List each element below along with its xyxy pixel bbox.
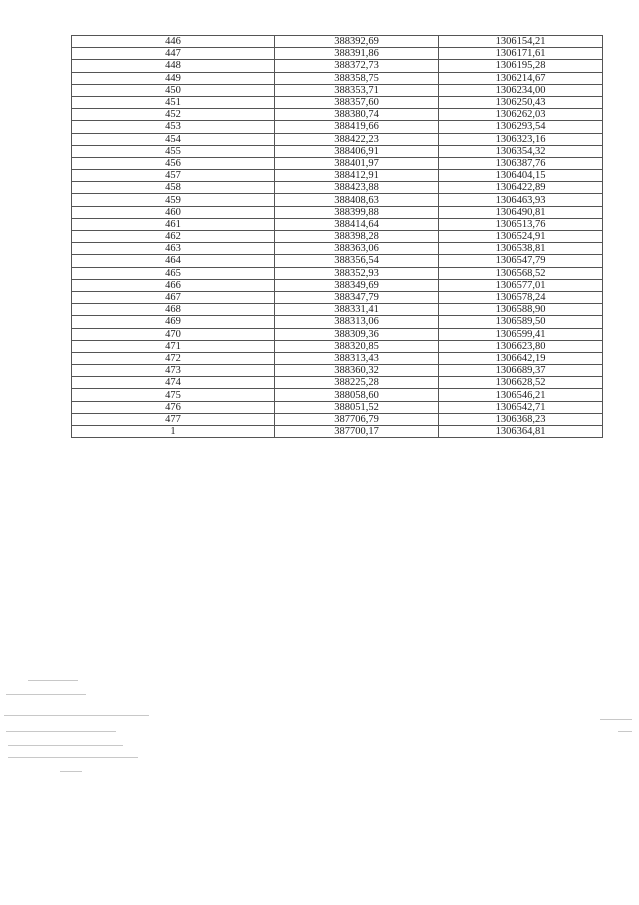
table-row [72, 413, 603, 425]
x-coordinate-cell: 388392,69 [275, 36, 439, 48]
x-coordinate-cell: 388398,28 [275, 231, 439, 243]
y-coordinate-cell: 1306422,89 [439, 182, 603, 194]
point-number-cell: 466 [72, 279, 275, 291]
y-coordinate-cell: 1306214,67 [439, 72, 603, 84]
y-coordinate-cell: 1306262,03 [439, 109, 603, 121]
x-coordinate-cell: 388414,64 [275, 218, 439, 230]
point-number-cell: 472 [72, 352, 275, 364]
point-number-cell: 470 [72, 328, 275, 340]
y-coordinate-cell: 1306368,23 [439, 413, 603, 425]
point-number-cell: 459 [72, 194, 275, 206]
table-row [72, 84, 603, 96]
y-coordinate-cell: 1306354,32 [439, 145, 603, 157]
y-coordinate-cell: 1306234,00 [439, 84, 603, 96]
x-coordinate-cell: 388051,52 [275, 401, 439, 413]
table-row [72, 206, 603, 218]
table-row [72, 328, 603, 340]
x-coordinate-cell: 388372,73 [275, 60, 439, 72]
y-coordinate-cell: 1306463,93 [439, 194, 603, 206]
point-number-cell: 473 [72, 365, 275, 377]
coordinates-table [71, 35, 603, 438]
x-coordinate-cell: 388347,79 [275, 291, 439, 303]
table-row [72, 96, 603, 108]
point-number-cell: 452 [72, 109, 275, 121]
point-number-cell: 460 [72, 206, 275, 218]
y-coordinate-cell: 1306542,71 [439, 401, 603, 413]
x-coordinate-cell: 388313,06 [275, 316, 439, 328]
table-row [72, 291, 603, 303]
x-coordinate-cell: 388363,06 [275, 243, 439, 255]
y-coordinate-cell: 1306364,81 [439, 426, 603, 438]
x-coordinate-cell: 387700,17 [275, 426, 439, 438]
point-number-cell: 456 [72, 157, 275, 169]
point-number-cell: 450 [72, 84, 275, 96]
y-coordinate-cell: 1306547,79 [439, 255, 603, 267]
x-coordinate-cell: 388309,36 [275, 328, 439, 340]
x-coordinate-cell: 387706,79 [275, 413, 439, 425]
table-row [72, 365, 603, 377]
table-row [72, 243, 603, 255]
table-row [72, 36, 603, 48]
y-coordinate-cell: 1306578,24 [439, 291, 603, 303]
x-coordinate-cell: 388422,23 [275, 133, 439, 145]
point-number-cell: 462 [72, 231, 275, 243]
x-coordinate-cell: 388353,71 [275, 84, 439, 96]
y-coordinate-cell: 1306538,81 [439, 243, 603, 255]
coordinates-table-body [72, 36, 603, 438]
y-coordinate-cell: 1306589,50 [439, 316, 603, 328]
point-number-cell: 474 [72, 377, 275, 389]
point-number-cell: 446 [72, 36, 275, 48]
table-row [72, 401, 603, 413]
point-number-cell: 448 [72, 60, 275, 72]
x-coordinate-cell: 388399,88 [275, 206, 439, 218]
table-row [72, 182, 603, 194]
table-row [72, 121, 603, 133]
y-coordinate-cell: 1306490,81 [439, 206, 603, 218]
x-coordinate-cell: 388419,66 [275, 121, 439, 133]
y-coordinate-cell: 1306154,21 [439, 36, 603, 48]
point-number-cell: 475 [72, 389, 275, 401]
y-coordinate-cell: 1306323,16 [439, 133, 603, 145]
y-coordinate-cell: 1306623,80 [439, 340, 603, 352]
x-coordinate-cell: 388349,69 [275, 279, 439, 291]
y-coordinate-cell: 1306588,90 [439, 304, 603, 316]
table-row [72, 145, 603, 157]
point-number-cell: 471 [72, 340, 275, 352]
point-number-cell: 455 [72, 145, 275, 157]
table-row [72, 316, 603, 328]
point-number-cell: 461 [72, 218, 275, 230]
x-coordinate-cell: 388357,60 [275, 96, 439, 108]
table-row [72, 194, 603, 206]
x-coordinate-cell: 388401,97 [275, 157, 439, 169]
point-number-cell: 454 [72, 133, 275, 145]
table-row [72, 157, 603, 169]
point-number-cell: 1 [72, 426, 275, 438]
table-row [72, 72, 603, 84]
y-coordinate-cell: 1306524,91 [439, 231, 603, 243]
x-coordinate-cell: 388423,88 [275, 182, 439, 194]
table-row [72, 170, 603, 182]
y-coordinate-cell: 1306293,54 [439, 121, 603, 133]
table-row [72, 389, 603, 401]
table-row [72, 60, 603, 72]
point-number-cell: 449 [72, 72, 275, 84]
point-number-cell: 468 [72, 304, 275, 316]
point-number-cell: 457 [72, 170, 275, 182]
x-coordinate-cell: 388313,43 [275, 352, 439, 364]
y-coordinate-cell: 1306689,37 [439, 365, 603, 377]
y-coordinate-cell: 1306171,61 [439, 48, 603, 60]
point-number-cell: 476 [72, 401, 275, 413]
y-coordinate-cell: 1306642,19 [439, 352, 603, 364]
point-number-cell: 447 [72, 48, 275, 60]
table-row [72, 426, 603, 438]
x-coordinate-cell: 388331,41 [275, 304, 439, 316]
table-row [72, 377, 603, 389]
table-row [72, 267, 603, 279]
x-coordinate-cell: 388360,32 [275, 365, 439, 377]
table-row [72, 340, 603, 352]
point-number-cell: 465 [72, 267, 275, 279]
table-row [72, 231, 603, 243]
table-row [72, 133, 603, 145]
y-coordinate-cell: 1306250,43 [439, 96, 603, 108]
y-coordinate-cell: 1306513,76 [439, 218, 603, 230]
y-coordinate-cell: 1306404,15 [439, 170, 603, 182]
table-row [72, 352, 603, 364]
x-coordinate-cell: 388358,75 [275, 72, 439, 84]
point-number-cell: 469 [72, 316, 275, 328]
table-row [72, 109, 603, 121]
table-row [72, 304, 603, 316]
point-number-cell: 458 [72, 182, 275, 194]
x-coordinate-cell: 388406,91 [275, 145, 439, 157]
point-number-cell: 464 [72, 255, 275, 267]
x-coordinate-cell: 388412,91 [275, 170, 439, 182]
x-coordinate-cell: 388380,74 [275, 109, 439, 121]
x-coordinate-cell: 388352,93 [275, 267, 439, 279]
point-number-cell: 463 [72, 243, 275, 255]
y-coordinate-cell: 1306577,01 [439, 279, 603, 291]
x-coordinate-cell: 388225,28 [275, 377, 439, 389]
y-coordinate-cell: 1306628,52 [439, 377, 603, 389]
table-row [72, 279, 603, 291]
point-number-cell: 453 [72, 121, 275, 133]
table-row [72, 218, 603, 230]
x-coordinate-cell: 388320,85 [275, 340, 439, 352]
point-number-cell: 451 [72, 96, 275, 108]
y-coordinate-cell: 1306546,21 [439, 389, 603, 401]
x-coordinate-cell: 388356,54 [275, 255, 439, 267]
point-number-cell: 467 [72, 291, 275, 303]
y-coordinate-cell: 1306599,41 [439, 328, 603, 340]
y-coordinate-cell: 1306387,76 [439, 157, 603, 169]
table-row [72, 255, 603, 267]
table-row [72, 48, 603, 60]
x-coordinate-cell: 388391,86 [275, 48, 439, 60]
x-coordinate-cell: 388408,63 [275, 194, 439, 206]
y-coordinate-cell: 1306195,28 [439, 60, 603, 72]
point-number-cell: 477 [72, 413, 275, 425]
x-coordinate-cell: 388058,60 [275, 389, 439, 401]
y-coordinate-cell: 1306568,52 [439, 267, 603, 279]
